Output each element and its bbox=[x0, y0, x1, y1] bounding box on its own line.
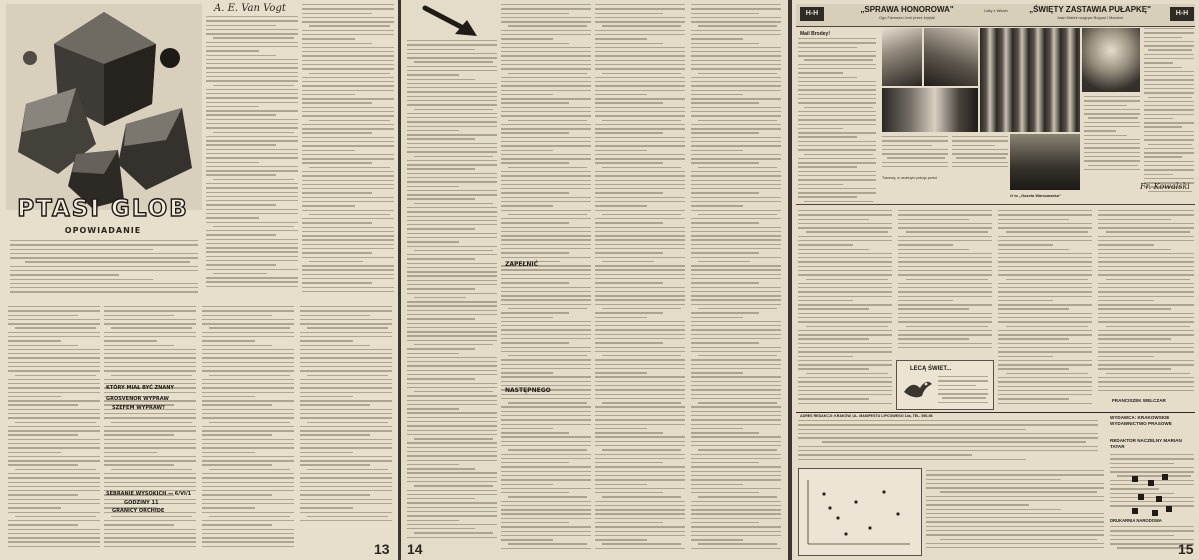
column-4 bbox=[104, 306, 196, 554]
publisher-heading: WYDAWCA: KRAKOWSKIE WYDAWNICTWO PRASOWE bbox=[1110, 415, 1172, 426]
page-number-13: 13 bbox=[374, 541, 390, 557]
story-intro-text bbox=[10, 240, 198, 296]
banner-left-title: „SPRAWA HONOROWA" bbox=[860, 5, 954, 14]
section-heading-2: GROSVENOR WYPRAW bbox=[106, 396, 169, 402]
photo-portrait bbox=[1082, 28, 1140, 92]
story-subtitle: OPOWIADANIE bbox=[64, 226, 142, 235]
photo-scene bbox=[882, 88, 978, 132]
column-1 bbox=[407, 40, 497, 552]
section-heading-3: SZEFEM WYPRAW? bbox=[112, 405, 165, 411]
mail-heading: Mail Brodey! bbox=[800, 31, 831, 37]
logo-left: H-H bbox=[800, 7, 824, 21]
column-1 bbox=[206, 16, 298, 296]
bird-icon bbox=[900, 374, 934, 404]
section-heading-5: GODZINY 11 bbox=[124, 500, 159, 506]
caption-text-2: O to „Gazeta Warszawska" bbox=[1010, 193, 1061, 198]
photo-couple bbox=[882, 28, 922, 86]
photo-caption-1 bbox=[882, 136, 948, 172]
column-3 bbox=[595, 4, 685, 552]
column-3 bbox=[8, 306, 100, 554]
banner-right-sub: Joan Marini rozgryw Bogusi i Maurice bbox=[1056, 15, 1124, 20]
column-mid-right bbox=[1084, 96, 1140, 176]
column-lower-1 bbox=[798, 210, 892, 410]
column-2 bbox=[302, 4, 394, 300]
divider-line bbox=[796, 204, 1195, 205]
caption-text-1: Tracewy, w osobnym pokoju przed bbox=[882, 176, 937, 180]
page-15 bbox=[792, 0, 1199, 560]
page-number-14: 14 bbox=[407, 541, 423, 557]
byline: FRANCISZEK WELCZAR bbox=[1112, 398, 1166, 403]
footer-divider bbox=[796, 412, 1195, 413]
dots-diagram bbox=[1126, 470, 1176, 518]
banner-left-sub: Ogo Faraona i inni przez krytyki bbox=[878, 15, 936, 20]
game-box-text bbox=[938, 376, 988, 406]
page-13 bbox=[0, 0, 398, 560]
editor-heading: REDAKTOR NACZELNY MARIAN TATAR bbox=[1110, 438, 1182, 449]
column-6 bbox=[300, 306, 392, 528]
drop-cap-2: NASTĘPNEGO bbox=[505, 387, 551, 394]
logo-right: H-H bbox=[1170, 7, 1194, 21]
column-5 bbox=[202, 306, 294, 554]
page-number-15: 15 bbox=[1178, 541, 1194, 557]
editorial-address: ADRES REDAKCJI: KRAKÓW, UL. MANIFESTU LIPCOWEGO 14a, TEL. 550-56 bbox=[800, 414, 933, 418]
photo-group bbox=[924, 28, 978, 86]
story-title: PTASI GLOB bbox=[17, 196, 189, 222]
section-heading-1: KTÓRY MIAŁ BYĆ ZNANY bbox=[106, 385, 175, 391]
column-right-top bbox=[1144, 28, 1194, 198]
banner-mid: Listy z Włoch bbox=[984, 8, 1008, 13]
column-lower-3 bbox=[998, 210, 1092, 410]
story-illustration bbox=[6, 4, 202, 210]
signature: Fr. Kowalski bbox=[1140, 182, 1190, 191]
section-heading-6: GRANICY ORCHIDE bbox=[112, 508, 165, 514]
photo-lower bbox=[1010, 134, 1080, 190]
column-2 bbox=[501, 4, 591, 552]
column-lower-4 bbox=[1098, 210, 1194, 396]
puzzle-text bbox=[926, 470, 1104, 554]
story-author: A. E. Van Vogt bbox=[214, 3, 286, 14]
game-box-title: LECĄ ŚWIET... bbox=[910, 366, 952, 372]
drop-cap-1: ZAPEŁNIĆ bbox=[505, 261, 538, 268]
section-heading-4: SEBRANIE WYSOKICH — 6/VI/1 bbox=[106, 491, 192, 497]
column-lower-2 bbox=[898, 210, 992, 356]
print-heading: DRUKARNIA NARODOWA bbox=[1110, 518, 1162, 523]
arrow-icon bbox=[421, 4, 481, 40]
editorial-info bbox=[798, 420, 1098, 464]
column-1 bbox=[798, 38, 876, 208]
column-4 bbox=[691, 4, 781, 552]
puzzle-diagram bbox=[802, 474, 916, 550]
page-14 bbox=[401, 0, 788, 560]
banner-right-title: „ŚWIĘTY ZASTAWIA PUŁAPKĘ" bbox=[1029, 5, 1151, 14]
photo-caption-2 bbox=[952, 136, 1008, 172]
photo-crowd bbox=[980, 28, 1080, 132]
